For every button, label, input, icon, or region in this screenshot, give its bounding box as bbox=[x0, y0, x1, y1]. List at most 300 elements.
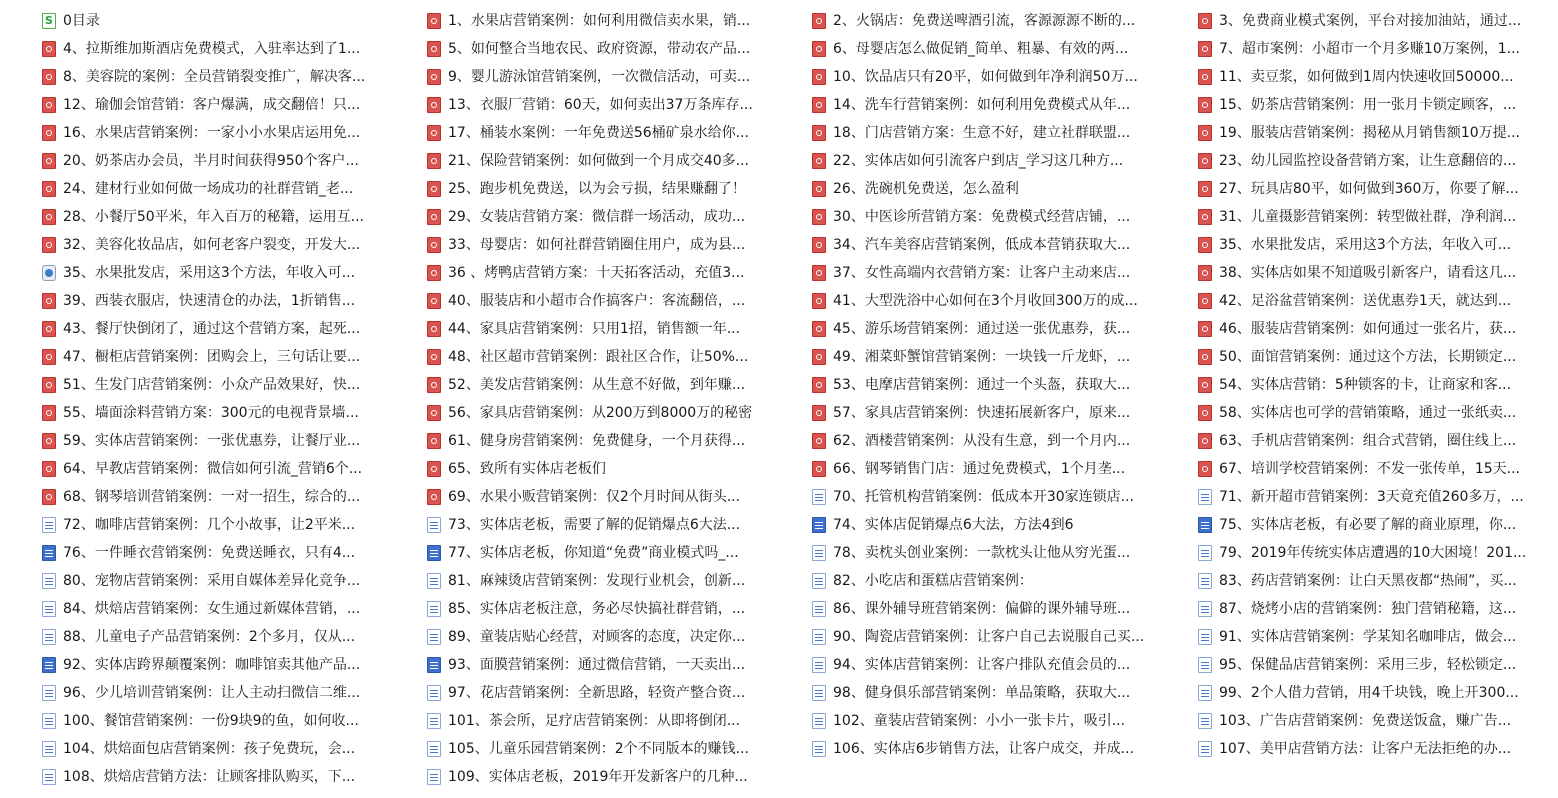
file-item[interactable] bbox=[812, 259, 1164, 287]
file-item[interactable] bbox=[427, 539, 779, 567]
pdf-file-icon bbox=[42, 349, 56, 365]
file-name: 18、门店营销方案：生意不好，建立社群联盟... bbox=[833, 125, 1131, 141]
file-name: 93、面膜营销案例：通过微信营销，一天卖出... bbox=[448, 657, 746, 673]
file-name: 7、超市案例：小超市一个月多赚10万案例，1... bbox=[1219, 41, 1520, 57]
file-item[interactable] bbox=[42, 735, 394, 763]
file-row bbox=[0, 371, 1558, 399]
file-item[interactable] bbox=[42, 175, 394, 203]
pdf-file-icon bbox=[1198, 265, 1212, 281]
file-item[interactable] bbox=[42, 399, 394, 427]
file-name: 6、母婴店怎么做促销_简单、粗暴、有效的两... bbox=[833, 41, 1129, 57]
file-name: 104、烘焙面包店营销案例：孩子免费玩，会... bbox=[63, 741, 356, 757]
file-item[interactable] bbox=[42, 763, 394, 791]
pdf-file-icon bbox=[1198, 209, 1212, 225]
file-item[interactable] bbox=[1198, 623, 1550, 651]
word-file-icon bbox=[427, 685, 441, 701]
file-name: 45、游乐场营销案例：通过送一张优惠券，获... bbox=[833, 321, 1131, 337]
file-item[interactable] bbox=[812, 679, 1164, 707]
file-name: 44、家具店营销案例：只用1招，销售额一年... bbox=[448, 321, 741, 337]
file-item[interactable] bbox=[812, 287, 1164, 315]
pdf-file-icon bbox=[812, 293, 826, 309]
file-item[interactable] bbox=[42, 147, 394, 175]
file-item[interactable] bbox=[427, 259, 779, 287]
file-item[interactable] bbox=[1198, 343, 1550, 371]
file-item[interactable] bbox=[427, 175, 779, 203]
file-name: 32、美容化妆品店，如何老客户裂变，开发大... bbox=[63, 237, 361, 253]
word-file-icon bbox=[812, 489, 826, 505]
pdf-file-icon bbox=[812, 461, 826, 477]
file-name: 101、茶会所，足疗店营销案例：从即将倒闭... bbox=[448, 713, 741, 729]
image-file-icon bbox=[42, 265, 56, 281]
file-item[interactable] bbox=[1198, 427, 1550, 455]
pdf-file-icon bbox=[42, 209, 56, 225]
file-name: 91、实体店营销案例：学某知名咖啡店，做会... bbox=[1219, 629, 1517, 645]
file-name: 43、餐厅快倒闭了，通过这个营销方案，起死... bbox=[63, 321, 361, 337]
file-item[interactable] bbox=[812, 735, 1164, 763]
pdf-file-icon bbox=[42, 321, 56, 337]
word-file-icon bbox=[427, 741, 441, 757]
file-name: 74、实体店促销爆点6大法，方法4到6 bbox=[833, 517, 1074, 533]
file-item[interactable] bbox=[427, 763, 779, 791]
file-row bbox=[0, 175, 1558, 203]
file-item[interactable] bbox=[427, 147, 779, 175]
file-item[interactable] bbox=[1198, 707, 1550, 735]
word-file-icon bbox=[42, 545, 56, 561]
word-file-icon bbox=[427, 629, 441, 645]
file-name: 27、玩具店80平，如何做到360万，你要了解... bbox=[1219, 181, 1519, 197]
file-item[interactable] bbox=[42, 427, 394, 455]
file-row bbox=[0, 203, 1558, 231]
file-item[interactable] bbox=[1198, 287, 1550, 315]
file-name: 84、烘焙店营销案例：女生通过新媒体营销，... bbox=[63, 601, 361, 617]
file-name: 75、实体店老板，有必要了解的商业原理，你... bbox=[1219, 517, 1517, 533]
pdf-file-icon bbox=[42, 377, 56, 393]
file-item[interactable] bbox=[427, 399, 779, 427]
file-item[interactable] bbox=[42, 343, 394, 371]
pdf-file-icon bbox=[42, 153, 56, 169]
file-item[interactable] bbox=[1198, 595, 1550, 623]
file-name: 85、实体店老板注意，务必尽快搞社群营销，... bbox=[448, 601, 746, 617]
file-name: 82、小吃店和蛋糕店营销案例： bbox=[833, 573, 1033, 589]
pdf-file-icon bbox=[42, 489, 56, 505]
word-file-icon bbox=[812, 741, 826, 757]
file-name: 88、儿童电子产品营销案例：2个多月，仅从... bbox=[63, 629, 356, 645]
file-name: 81、麻辣烫店营销案例：发现行业机会，创新... bbox=[448, 573, 746, 589]
pdf-file-icon bbox=[812, 377, 826, 393]
pdf-file-icon bbox=[1198, 181, 1212, 197]
file-item[interactable] bbox=[42, 63, 394, 91]
file-name: 86、课外辅导班营销案例：偏僻的课外辅导班... bbox=[833, 601, 1131, 617]
file-item[interactable] bbox=[812, 35, 1164, 63]
file-row bbox=[0, 483, 1558, 511]
file-item[interactable] bbox=[427, 511, 779, 539]
pdf-file-icon bbox=[1198, 237, 1212, 253]
spreadsheet-file-icon bbox=[42, 13, 56, 29]
word-file-icon bbox=[42, 517, 56, 533]
word-file-icon bbox=[427, 545, 441, 561]
file-item[interactable] bbox=[1198, 147, 1550, 175]
pdf-file-icon bbox=[427, 461, 441, 477]
file-item[interactable] bbox=[427, 651, 779, 679]
pdf-file-icon bbox=[1198, 69, 1212, 85]
pdf-file-icon bbox=[42, 237, 56, 253]
file-item[interactable] bbox=[42, 371, 394, 399]
file-name: 53、电摩店营销案例：通过一个头盔，获取大... bbox=[833, 377, 1131, 393]
file-name: 42、足浴盆营销案例：送优惠券1天，就达到... bbox=[1219, 293, 1512, 309]
file-name: 17、桶装水案例：一年免费送56桶矿泉水给你... bbox=[448, 125, 749, 141]
pdf-file-icon bbox=[427, 293, 441, 309]
file-name: 4、拉斯维加斯酒店免费模式，入驻率达到了1... bbox=[63, 41, 361, 57]
file-row bbox=[0, 119, 1558, 147]
file-item[interactable] bbox=[812, 595, 1164, 623]
file-item[interactable] bbox=[1198, 175, 1550, 203]
file-name: 96、少儿培训营销案例：让人主动扫微信二维... bbox=[63, 685, 361, 701]
file-item[interactable] bbox=[427, 595, 779, 623]
pdf-file-icon bbox=[427, 349, 441, 365]
file-item[interactable] bbox=[812, 455, 1164, 483]
pdf-file-icon bbox=[427, 97, 441, 113]
file-item[interactable] bbox=[42, 91, 394, 119]
pdf-file-icon bbox=[1198, 405, 1212, 421]
file-row bbox=[0, 231, 1558, 259]
file-item[interactable] bbox=[1198, 455, 1550, 483]
file-name: 66、钢琴销售门店：通过免费模式，1个月垄... bbox=[833, 461, 1126, 477]
pdf-file-icon bbox=[1198, 377, 1212, 393]
file-name: 87、烧烤小店的营销案例：独门营销秘籍，这... bbox=[1219, 601, 1517, 617]
file-name: 37、女性高端内衣营销方案：让客户主动来店... bbox=[833, 265, 1131, 281]
file-item[interactable] bbox=[1198, 91, 1550, 119]
file-item[interactable] bbox=[812, 399, 1164, 427]
pdf-file-icon bbox=[812, 237, 826, 253]
file-name: 40、服装店和小超市合作搞客户：客流翻倍，... bbox=[448, 293, 746, 309]
file-item[interactable] bbox=[427, 455, 779, 483]
file-item[interactable] bbox=[427, 35, 779, 63]
word-file-icon bbox=[1198, 629, 1212, 645]
file-item[interactable] bbox=[812, 511, 1164, 539]
file-item[interactable] bbox=[1198, 567, 1550, 595]
file-name: 23、幼儿园监控设备营销方案，让生意翻倍的... bbox=[1219, 153, 1517, 169]
file-name: 2、火锅店：免费送啤酒引流，客源源源不断的... bbox=[833, 13, 1136, 29]
pdf-file-icon bbox=[42, 97, 56, 113]
file-item[interactable] bbox=[42, 511, 394, 539]
pdf-file-icon bbox=[1198, 13, 1212, 29]
word-file-icon bbox=[1198, 517, 1212, 533]
file-name: 73、实体店老板，需要了解的促销爆点6大法... bbox=[448, 517, 741, 533]
file-row bbox=[0, 427, 1558, 455]
file-name: 51、生发门店营销案例：小众产品效果好，快... bbox=[63, 377, 361, 393]
file-name: 56、家具店营销案例：从200万到8000万的秘密 bbox=[448, 405, 753, 421]
file-item[interactable] bbox=[427, 119, 779, 147]
pdf-file-icon bbox=[812, 433, 826, 449]
file-name: 52、美发店营销案例：从生意不好做，到年赚... bbox=[448, 377, 746, 393]
file-item[interactable] bbox=[42, 679, 394, 707]
word-file-icon bbox=[42, 601, 56, 617]
file-item[interactable] bbox=[1198, 259, 1550, 287]
word-file-icon bbox=[427, 657, 441, 673]
file-item[interactable] bbox=[1198, 231, 1550, 259]
file-name: 77、实体店老板，你知道“免费”商业模式吗_... bbox=[448, 545, 739, 561]
file-row bbox=[0, 707, 1558, 735]
word-file-icon bbox=[1198, 489, 1212, 505]
pdf-file-icon bbox=[427, 153, 441, 169]
file-name: 65、致所有实体店老板们 bbox=[448, 461, 606, 477]
file-item[interactable] bbox=[427, 7, 779, 35]
pdf-file-icon bbox=[42, 293, 56, 309]
file-row bbox=[0, 539, 1558, 567]
file-name: 58、实体店也可学的营销策略，通过一张纸卖... bbox=[1219, 405, 1517, 421]
file-item[interactable] bbox=[1198, 315, 1550, 343]
file-item[interactable] bbox=[427, 735, 779, 763]
file-row bbox=[0, 315, 1558, 343]
pdf-file-icon bbox=[1198, 41, 1212, 57]
file-name: 61、健身房营销案例：免费健身，一个月获得... bbox=[448, 433, 746, 449]
pdf-file-icon bbox=[42, 405, 56, 421]
file-item[interactable] bbox=[1198, 203, 1550, 231]
file-item[interactable] bbox=[427, 483, 779, 511]
file-name: 103、广告店营销案例：免费送饭盒，赚广告... bbox=[1219, 713, 1512, 729]
file-name: 68、钢琴培训营销案例：一对一招生，综合的... bbox=[63, 489, 361, 505]
word-file-icon bbox=[1198, 741, 1212, 757]
file-name: 48、社区超市营销案例：跟社区合作，让50%... bbox=[448, 349, 749, 365]
file-item[interactable] bbox=[812, 651, 1164, 679]
file-item[interactable] bbox=[1198, 371, 1550, 399]
file-item[interactable] bbox=[42, 7, 394, 35]
file-item[interactable] bbox=[42, 707, 394, 735]
file-row bbox=[0, 35, 1558, 63]
file-item[interactable] bbox=[812, 343, 1164, 371]
file-item[interactable] bbox=[42, 651, 394, 679]
word-file-icon bbox=[42, 713, 56, 729]
pdf-file-icon bbox=[42, 41, 56, 57]
word-file-icon bbox=[42, 769, 56, 785]
file-name: 70、托管机构营销案例：低成本开30家连锁店... bbox=[833, 489, 1134, 505]
file-item[interactable] bbox=[427, 371, 779, 399]
file-item[interactable] bbox=[812, 623, 1164, 651]
file-item[interactable] bbox=[812, 91, 1164, 119]
file-item[interactable] bbox=[1198, 511, 1550, 539]
word-file-icon bbox=[42, 741, 56, 757]
file-name: 39、西装衣服店，快速清仓的办法，1折销售... bbox=[63, 293, 356, 309]
pdf-file-icon bbox=[1198, 125, 1212, 141]
file-item[interactable] bbox=[427, 231, 779, 259]
pdf-file-icon bbox=[812, 125, 826, 141]
file-item[interactable] bbox=[42, 567, 394, 595]
file-name: 59、实体店营销案例：一张优惠券，让餐厅业... bbox=[63, 433, 361, 449]
file-item[interactable] bbox=[42, 595, 394, 623]
file-item[interactable] bbox=[427, 623, 779, 651]
file-item[interactable] bbox=[427, 679, 779, 707]
word-file-icon bbox=[1198, 601, 1212, 617]
word-file-icon bbox=[427, 713, 441, 729]
file-name: 49、湘菜虾蟹馆营销案例：一块钱一斤龙虾，... bbox=[833, 349, 1131, 365]
pdf-file-icon bbox=[812, 153, 826, 169]
file-item[interactable] bbox=[1198, 679, 1550, 707]
file-name: 98、健身俱乐部营销案例：单品策略，获取大... bbox=[833, 685, 1131, 701]
pdf-file-icon bbox=[812, 69, 826, 85]
file-name: 71、新开超市营销案例：3天竟充值260多万，... bbox=[1219, 489, 1524, 505]
file-item[interactable] bbox=[812, 119, 1164, 147]
file-row bbox=[0, 735, 1558, 763]
file-name: 64、早教店营销案例：微信如何引流_营销6个... bbox=[63, 461, 363, 477]
word-file-icon bbox=[427, 769, 441, 785]
file-name: 63、手机店营销案例：组合式营销，圈住线上... bbox=[1219, 433, 1517, 449]
pdf-file-icon bbox=[1198, 97, 1212, 113]
file-name: 78、卖枕头创业案例：一款枕头让他从穷光蛋... bbox=[833, 545, 1131, 561]
word-file-icon bbox=[812, 629, 826, 645]
pdf-file-icon bbox=[427, 265, 441, 281]
file-name: 36 、烤鸭店营销方案：十天拓客活动，充值3... bbox=[448, 265, 745, 281]
file-item[interactable] bbox=[1198, 35, 1550, 63]
file-item[interactable] bbox=[1198, 735, 1550, 763]
file-name: 24、建材行业如何做一场成功的社群营销_老... bbox=[63, 181, 354, 197]
pdf-file-icon bbox=[427, 405, 441, 421]
file-name: 3、免费商业模式案例，平台对接加油站，通过... bbox=[1219, 13, 1522, 29]
file-item[interactable] bbox=[1198, 119, 1550, 147]
file-row bbox=[0, 651, 1558, 679]
file-row bbox=[0, 287, 1558, 315]
file-item[interactable] bbox=[1198, 651, 1550, 679]
file-name: 94、实体店营销案例：让客户排队充值会员的... bbox=[833, 657, 1131, 673]
file-item[interactable] bbox=[1198, 63, 1550, 91]
word-file-icon bbox=[427, 573, 441, 589]
file-name: 89、童装店贴心经营，对顾客的态度，决定你... bbox=[448, 629, 746, 645]
file-item[interactable] bbox=[812, 7, 1164, 35]
file-name: 46、服装店营销案例：如何通过一张名片，获... bbox=[1219, 321, 1517, 337]
file-item[interactable] bbox=[427, 63, 779, 91]
word-file-icon bbox=[812, 601, 826, 617]
file-name: 72、咖啡店营销案例：几个小故事，让2平米... bbox=[63, 517, 356, 533]
file-row bbox=[0, 91, 1558, 119]
word-file-icon bbox=[1198, 713, 1212, 729]
file-name: 62、酒楼营销案例：从没有生意，到一个月内... bbox=[833, 433, 1131, 449]
file-name: 80、宠物店营销案例：采用自媒体差异化竞争... bbox=[63, 573, 361, 589]
pdf-file-icon bbox=[42, 433, 56, 449]
file-item[interactable] bbox=[812, 483, 1164, 511]
word-file-icon bbox=[812, 657, 826, 673]
file-name: 12、瑜伽会馆营销：客户爆满，成交翻倍！只... bbox=[63, 97, 361, 113]
file-name: 26、洗碗机免费送，怎么盈利 bbox=[833, 181, 1019, 197]
pdf-file-icon bbox=[427, 433, 441, 449]
file-item[interactable] bbox=[812, 175, 1164, 203]
pdf-file-icon bbox=[427, 209, 441, 225]
file-name: 107、美甲店营销方法：让客户无法拒绝的办... bbox=[1219, 741, 1512, 757]
file-name: 55、墙面涂料营销方案：300元的电视背景墙... bbox=[63, 405, 359, 421]
file-item[interactable] bbox=[427, 203, 779, 231]
file-item[interactable] bbox=[1198, 483, 1550, 511]
file-name: 76、一件睡衣营销案例：免费送睡衣，只有4... bbox=[63, 545, 356, 561]
file-item[interactable] bbox=[42, 259, 394, 287]
file-name: 57、家具店营销案例：快速拓展新客户，原来... bbox=[833, 405, 1131, 421]
file-item[interactable] bbox=[812, 203, 1164, 231]
word-file-icon bbox=[812, 573, 826, 589]
file-item[interactable] bbox=[42, 119, 394, 147]
file-name: 1、水果店营销案例：如何利用微信卖水果，销... bbox=[448, 13, 751, 29]
file-name: 100、餐馆营销案例：一份9块9的鱼，如何收... bbox=[63, 713, 359, 729]
file-item[interactable] bbox=[812, 63, 1164, 91]
pdf-file-icon bbox=[812, 97, 826, 113]
pdf-file-icon bbox=[427, 237, 441, 253]
file-item[interactable] bbox=[427, 287, 779, 315]
word-file-icon bbox=[427, 601, 441, 617]
pdf-file-icon bbox=[1198, 461, 1212, 477]
pdf-file-icon bbox=[812, 209, 826, 225]
file-name: 0目录 bbox=[63, 13, 100, 29]
file-item[interactable] bbox=[42, 455, 394, 483]
file-item[interactable] bbox=[42, 287, 394, 315]
file-name: 50、面馆营销案例：通过这个方法，长期锁定... bbox=[1219, 349, 1517, 365]
file-item[interactable] bbox=[427, 91, 779, 119]
file-item[interactable] bbox=[812, 567, 1164, 595]
pdf-file-icon bbox=[42, 181, 56, 197]
file-item[interactable] bbox=[1198, 539, 1550, 567]
word-file-icon bbox=[42, 629, 56, 645]
file-item[interactable] bbox=[812, 371, 1164, 399]
file-row bbox=[0, 343, 1558, 371]
pdf-file-icon bbox=[1198, 293, 1212, 309]
file-row bbox=[0, 7, 1558, 35]
file-name: 29、女装店营销方案：微信群一场活动，成功... bbox=[448, 209, 746, 225]
file-item[interactable] bbox=[427, 707, 779, 735]
file-name: 21、保险营销案例：如何做到一个月成交40多... bbox=[448, 153, 749, 169]
word-file-icon bbox=[812, 713, 826, 729]
file-item[interactable] bbox=[812, 539, 1164, 567]
file-row bbox=[0, 679, 1558, 707]
file-item[interactable] bbox=[427, 427, 779, 455]
file-item[interactable] bbox=[42, 231, 394, 259]
file-item[interactable] bbox=[42, 623, 394, 651]
file-item[interactable] bbox=[812, 427, 1164, 455]
file-item[interactable] bbox=[42, 315, 394, 343]
word-file-icon bbox=[42, 685, 56, 701]
file-item[interactable] bbox=[42, 539, 394, 567]
pdf-file-icon bbox=[1198, 349, 1212, 365]
pdf-file-icon bbox=[1198, 321, 1212, 337]
pdf-file-icon bbox=[812, 405, 826, 421]
file-name: 79、2019年传统实体店遭遇的10大困境！201... bbox=[1219, 545, 1527, 561]
file-item[interactable] bbox=[1198, 7, 1550, 35]
file-name: 99、2个人借力营销，用4千块钱，晚上开300... bbox=[1219, 685, 1519, 701]
file-item[interactable] bbox=[42, 35, 394, 63]
file-item[interactable] bbox=[812, 231, 1164, 259]
file-name: 102、童装店营销案例：小小一张卡片，吸引... bbox=[833, 713, 1126, 729]
file-name: 31、儿童摄影营销案例：转型做社群，净利润... bbox=[1219, 209, 1517, 225]
file-item[interactable] bbox=[812, 707, 1164, 735]
pdf-file-icon bbox=[812, 349, 826, 365]
file-name: 16、水果店营销案例：一家小小水果店运用免... bbox=[63, 125, 361, 141]
file-item[interactable] bbox=[427, 315, 779, 343]
file-name: 14、洗车行营销案例：如何利用免费模式从年... bbox=[833, 97, 1131, 113]
file-name: 35、水果批发店，采用这3个方法，年收入可... bbox=[1219, 237, 1512, 253]
pdf-file-icon bbox=[812, 265, 826, 281]
file-item[interactable] bbox=[427, 567, 779, 595]
file-name: 19、服装店营销案例：揭秘从月销售额10万提... bbox=[1219, 125, 1520, 141]
file-name: 67、培训学校营销案例：不发一张传单，15天... bbox=[1219, 461, 1520, 477]
word-file-icon bbox=[812, 517, 826, 533]
file-name: 83、药店营销案例：让白天黑夜都“热闹”，买... bbox=[1219, 573, 1517, 589]
pdf-file-icon bbox=[42, 125, 56, 141]
file-row bbox=[0, 763, 1558, 791]
file-item[interactable] bbox=[1198, 399, 1550, 427]
file-item[interactable] bbox=[812, 315, 1164, 343]
file-item[interactable] bbox=[427, 343, 779, 371]
file-item[interactable] bbox=[42, 483, 394, 511]
pdf-file-icon bbox=[427, 181, 441, 197]
file-name: 5、如何整合当地农民、政府资源，带动农产品... bbox=[448, 41, 751, 57]
file-item[interactable] bbox=[42, 203, 394, 231]
file-name: 41、大型洗浴中心如何在3个月收回300万的成... bbox=[833, 293, 1138, 309]
word-file-icon bbox=[1198, 545, 1212, 561]
file-item[interactable] bbox=[812, 147, 1164, 175]
